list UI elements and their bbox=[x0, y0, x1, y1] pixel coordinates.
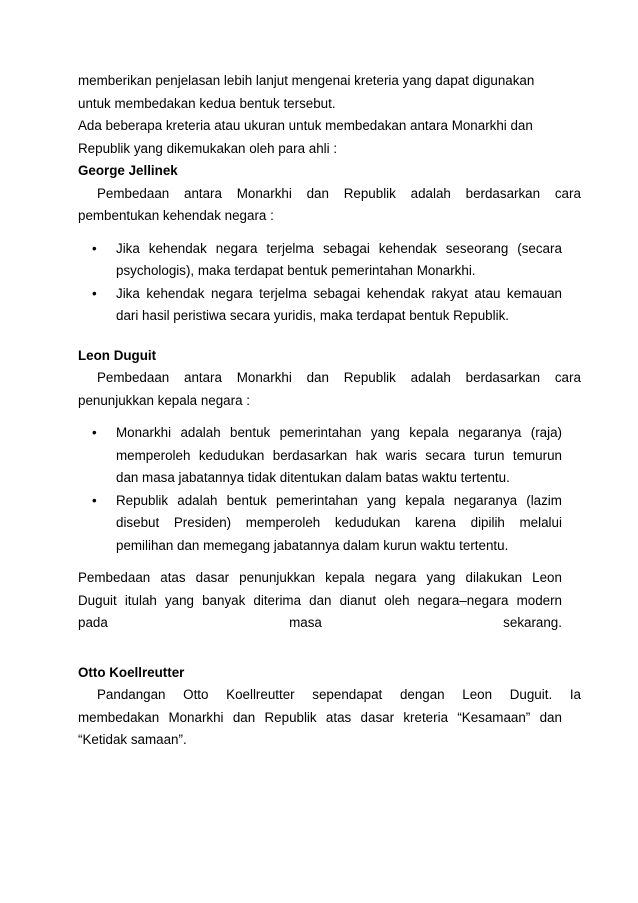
word: atas bbox=[160, 570, 186, 585]
word: yang bbox=[164, 592, 194, 608]
bullet-icon: • bbox=[92, 425, 97, 440]
bullet-icon: • bbox=[92, 492, 97, 508]
word: itulah bbox=[124, 592, 157, 608]
list-item-line: psychologis), maka terdapat bentuk pemerintahan Monarkhi. bbox=[116, 263, 476, 278]
word: Pembedaan bbox=[97, 185, 170, 201]
bullet-list bbox=[78, 422, 562, 557]
word: dilakukan bbox=[465, 570, 523, 585]
word: Republik bbox=[116, 492, 169, 508]
list-item-line: dari hasil peristiwa secara yuridis, maka terdapat bentuk Republik. bbox=[116, 308, 509, 323]
justified-line bbox=[78, 684, 581, 707]
word: yang bbox=[426, 570, 456, 585]
justified-line bbox=[116, 512, 562, 535]
word: Republik bbox=[343, 185, 396, 201]
word: berdasarkan bbox=[465, 370, 541, 385]
section-heading: Otto Koellreutter bbox=[78, 664, 185, 680]
word: Otto bbox=[183, 687, 209, 702]
word: (lazim bbox=[526, 492, 562, 508]
word: bentuk bbox=[226, 492, 267, 508]
intro-line: untuk membedakan kedua bentuk tersebut. bbox=[78, 95, 336, 111]
word: Leon bbox=[532, 570, 562, 585]
word: dan bbox=[309, 592, 332, 608]
word: dan bbox=[306, 370, 329, 385]
section-heading: Leon Duguit bbox=[78, 347, 157, 363]
word: cara bbox=[554, 185, 581, 201]
word: antara bbox=[184, 370, 222, 385]
word: terjelma bbox=[259, 285, 307, 301]
justified-line bbox=[116, 490, 562, 513]
intro-line: Ada beberapa kreteria atau ukuran untuk membedakan antara Monarkhi dan bbox=[78, 118, 533, 133]
word: turun bbox=[473, 447, 505, 463]
word: Leon bbox=[462, 687, 493, 702]
word: membedakan bbox=[78, 709, 160, 725]
word: terjelma bbox=[266, 240, 315, 256]
intro-paragraph bbox=[78, 70, 562, 160]
paragraph-line: pembentukan kehendak negara : bbox=[78, 208, 274, 223]
word: banyak bbox=[202, 592, 246, 608]
list-item bbox=[78, 490, 562, 558]
word: sependapat bbox=[312, 687, 383, 702]
word: berdasarkan bbox=[465, 185, 541, 201]
word: Koellreutter bbox=[226, 687, 295, 702]
word: negaranya bbox=[453, 492, 518, 508]
word: melalui bbox=[519, 515, 562, 530]
list-item bbox=[78, 283, 562, 328]
word: disebut bbox=[116, 515, 160, 530]
word: masa bbox=[289, 615, 322, 630]
word: sebagai bbox=[313, 285, 361, 301]
word: penunjukkan bbox=[239, 570, 316, 585]
document-body bbox=[78, 70, 581, 752]
word: negara bbox=[210, 285, 253, 301]
section-heading: George Jellinek bbox=[78, 163, 178, 178]
word: Pandangan bbox=[97, 687, 166, 702]
word: rakyat bbox=[431, 285, 468, 301]
word: atas bbox=[325, 709, 352, 725]
word: diterima bbox=[253, 592, 302, 608]
list-item bbox=[78, 422, 562, 490]
justified-line bbox=[116, 283, 562, 306]
word: “Kesamaan” bbox=[457, 709, 531, 725]
word: kedudukan bbox=[198, 447, 265, 463]
word: Pembedaan bbox=[78, 570, 151, 585]
justified-line bbox=[78, 567, 562, 590]
word: pada bbox=[78, 615, 108, 630]
word: yang bbox=[367, 492, 397, 508]
word: hak bbox=[355, 447, 378, 463]
intro-line: memberikan penjelasan lebih lanjut mengenai kreteria yang dapat digunakan bbox=[78, 73, 535, 88]
word: atau bbox=[474, 285, 501, 301]
word: adalah bbox=[410, 185, 451, 201]
word: adalah bbox=[410, 370, 451, 385]
word: karena bbox=[415, 515, 456, 530]
word: Presiden) bbox=[173, 515, 232, 530]
word: yang bbox=[370, 425, 400, 440]
word: dengan bbox=[399, 687, 445, 702]
justified-line bbox=[78, 590, 562, 613]
list-item bbox=[78, 238, 562, 283]
word: kehendak bbox=[148, 240, 207, 256]
word: kepala bbox=[405, 492, 445, 508]
word: negara bbox=[374, 570, 417, 585]
word: Duguit. bbox=[509, 687, 553, 702]
section-jellinek bbox=[78, 160, 581, 328]
word: cara bbox=[554, 370, 581, 385]
summary-paragraph bbox=[78, 567, 562, 635]
word: bentuk bbox=[230, 425, 271, 440]
word: pemerintahan bbox=[279, 425, 362, 440]
word: dasar bbox=[360, 709, 395, 725]
justified-line bbox=[116, 422, 562, 445]
list-item-line: pemilihan dan memegang jabatannya dalam kurun waktu tertentu. bbox=[116, 537, 509, 553]
word: oleh bbox=[384, 592, 410, 608]
word: Monarkhi bbox=[236, 185, 292, 201]
word: dan bbox=[539, 709, 562, 725]
word: sebagai bbox=[322, 240, 370, 256]
word: Monarkhi bbox=[168, 709, 224, 725]
word: (secara bbox=[517, 240, 562, 256]
word: Ia bbox=[569, 687, 581, 702]
paragraph-line: penunjukkan kepala negara : bbox=[78, 392, 250, 408]
word: kemauan bbox=[506, 285, 562, 301]
word: berdasarkan bbox=[272, 447, 348, 463]
paragraph-line: “Ketidak samaan”. bbox=[78, 732, 187, 747]
justified-line bbox=[78, 183, 581, 206]
intro-line: Republik yang dikemukakan oleh para ahli : bbox=[78, 140, 338, 156]
word: Monarkhi bbox=[116, 425, 172, 440]
list-item-line: dan masa jabatannya tidak ditentukan dalam batas waktu tertentu. bbox=[116, 470, 510, 485]
word: adalah bbox=[180, 425, 221, 440]
word: dan bbox=[232, 709, 256, 725]
justified-line bbox=[116, 238, 562, 261]
word: negaranya bbox=[458, 425, 522, 440]
word: temurun bbox=[512, 447, 562, 463]
word: dasar bbox=[195, 570, 230, 585]
word: negara bbox=[215, 240, 258, 256]
word: memperoleh bbox=[116, 447, 191, 463]
justified-line bbox=[78, 707, 562, 730]
word: dipilih bbox=[470, 515, 505, 530]
word: memperoleh bbox=[245, 515, 321, 530]
word: negara–negara bbox=[417, 592, 509, 608]
word: seseorang bbox=[445, 240, 509, 256]
word: modern bbox=[516, 592, 562, 608]
justified-line bbox=[116, 445, 562, 468]
word: Pembedaan bbox=[97, 370, 170, 385]
word: Duguit bbox=[78, 592, 117, 608]
word: kreteria bbox=[403, 709, 449, 725]
justified-line bbox=[78, 367, 581, 390]
word: kehendak bbox=[146, 285, 205, 301]
justified-line bbox=[78, 612, 562, 635]
word: antara bbox=[184, 185, 222, 201]
word: Jika bbox=[116, 240, 140, 256]
word: secara bbox=[425, 447, 466, 463]
word: kehendak bbox=[378, 240, 437, 256]
bullet-icon: • bbox=[92, 240, 97, 256]
word: Republik bbox=[343, 370, 396, 385]
word: adalah bbox=[177, 492, 218, 508]
bullet-icon: • bbox=[92, 285, 97, 301]
bullet-list bbox=[78, 238, 562, 328]
section-koellreutter bbox=[78, 662, 581, 752]
word: pemerintahan bbox=[275, 492, 358, 508]
section-duguit bbox=[78, 345, 581, 558]
word: (raja) bbox=[530, 425, 562, 440]
word: kepala bbox=[409, 425, 449, 440]
word: Republik bbox=[264, 709, 317, 725]
word: Monarkhi bbox=[236, 370, 292, 385]
word: waris bbox=[385, 447, 417, 463]
word: dianut bbox=[339, 592, 377, 608]
word: kehendak bbox=[366, 285, 425, 301]
word: kedudukan bbox=[334, 515, 401, 530]
word: dan bbox=[306, 185, 329, 201]
word: kepala bbox=[325, 570, 365, 585]
word: sekarang. bbox=[503, 615, 562, 630]
word: Jika bbox=[116, 285, 140, 301]
